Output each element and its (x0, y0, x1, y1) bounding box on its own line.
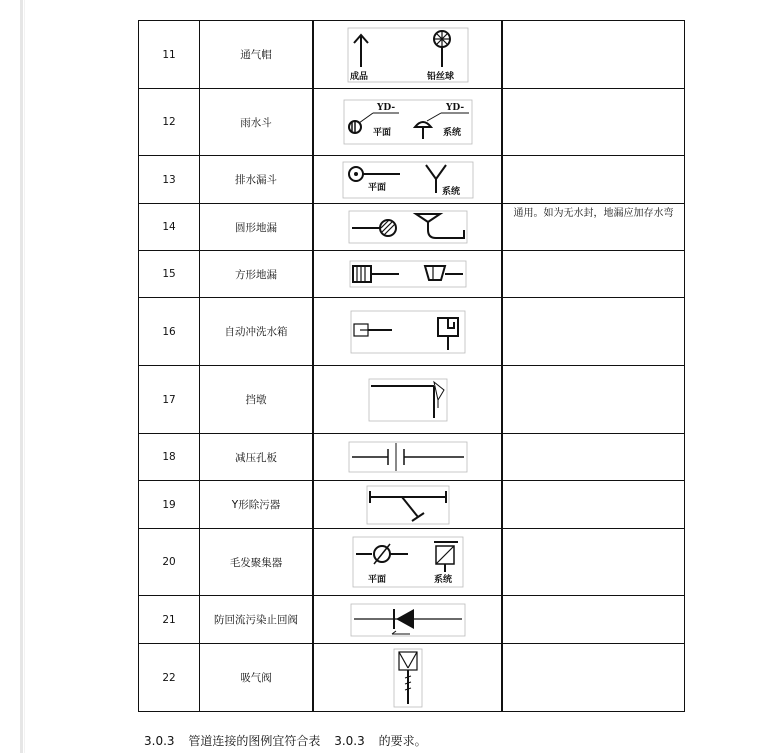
square-floor-drain-icon (349, 260, 467, 288)
symbol-cell (313, 481, 502, 529)
section-number: 3.0.3 (144, 734, 175, 748)
table-row (139, 644, 685, 712)
y-strainer-icon (366, 485, 450, 525)
symbol-cell (313, 644, 502, 712)
table-row (139, 251, 685, 298)
symbol-cell (313, 529, 502, 596)
row-name: 雨水斗 (200, 89, 314, 156)
row-note (502, 644, 685, 712)
row-name: Y形除污器 (200, 481, 314, 529)
row-name: 自动冲洗水箱 (200, 298, 314, 366)
row-number: 17 (139, 366, 200, 434)
auto-flush-tank-icon (350, 310, 466, 354)
symbol-label: 平面 (367, 182, 386, 193)
section-caption (144, 732, 437, 749)
row-note (502, 596, 685, 644)
air-admittance-valve-icon (393, 648, 423, 708)
section-suffix: 的要求。 (378, 734, 427, 748)
table-row (139, 434, 685, 481)
row-number: 14 (139, 204, 200, 251)
symbol-label: 成品 (349, 71, 368, 82)
symbol-label: 系统 (433, 575, 452, 585)
symbol-label: YD- (376, 103, 395, 113)
table-row (139, 156, 685, 204)
row-number: 13 (139, 156, 200, 204)
row-number: 12 (139, 89, 200, 156)
row-number: 22 (139, 644, 200, 712)
symbol-cell (313, 251, 502, 298)
backflow-check-valve-icon (350, 603, 466, 637)
table-row (139, 529, 685, 596)
row-note (502, 298, 685, 366)
section-text: 管道连接的图例宜符合表 (188, 734, 321, 748)
row-name: 减压孔板 (200, 434, 314, 481)
symbol-cell (313, 366, 502, 434)
row-note: 通用。如为无水封，地漏应加存水弯 (502, 204, 685, 251)
row-note (502, 251, 685, 298)
table-row (139, 204, 685, 251)
symbol-cell (313, 298, 502, 366)
row-number: 19 (139, 481, 200, 529)
row-note (502, 481, 685, 529)
symbol-cell (313, 596, 502, 644)
symbol-cell (313, 156, 502, 204)
page-edge-shadow (24, 0, 25, 753)
table-row (139, 21, 685, 89)
symbol-label: 系统 (441, 186, 460, 197)
row-note (502, 21, 685, 89)
row-name: 方形地漏 (200, 251, 314, 298)
orifice-plate-icon (348, 441, 468, 473)
row-number: 16 (139, 298, 200, 366)
rain-hopper-icon (343, 99, 473, 145)
table-row (139, 481, 685, 529)
row-note (502, 434, 685, 481)
symbol-label: 系统 (442, 128, 461, 138)
row-name: 毛发聚集器 (200, 529, 314, 596)
row-name: 通气帽 (200, 21, 314, 89)
symbol-label: 铅丝球 (426, 71, 454, 82)
thrust-block-icon (368, 378, 448, 422)
table-row (139, 89, 685, 156)
row-number: 20 (139, 529, 200, 596)
symbol-cell (313, 89, 502, 156)
symbol-label: 平面 (367, 575, 386, 585)
row-number: 11 (139, 21, 200, 89)
row-note (502, 156, 685, 204)
row-name: 挡墩 (200, 366, 314, 434)
symbol-cell (313, 434, 502, 481)
table-row (139, 298, 685, 366)
legend-table (138, 20, 685, 712)
round-floor-drain-icon (348, 210, 468, 244)
table-row (139, 596, 685, 644)
row-note (502, 529, 685, 596)
symbol-label: 平面 (372, 128, 391, 138)
table-ref: 3.0.3 (334, 734, 365, 748)
row-number: 21 (139, 596, 200, 644)
symbol-cell (313, 204, 502, 251)
row-note (502, 366, 685, 434)
drain-funnel-icon (342, 161, 474, 199)
page-edge (20, 0, 23, 753)
hair-collector-icon (352, 536, 464, 588)
vent-cap-icon (347, 27, 469, 83)
row-number: 18 (139, 434, 200, 481)
row-note (502, 89, 685, 156)
row-name: 吸气阀 (200, 644, 314, 712)
symbol-label: YD- (445, 103, 464, 113)
table-row (139, 366, 685, 434)
row-name: 排水漏斗 (200, 156, 314, 204)
row-number: 15 (139, 251, 200, 298)
row-name: 圆形地漏 (200, 204, 314, 251)
row-name: 防回流污染止回阀 (200, 596, 314, 644)
symbol-cell (313, 21, 502, 89)
